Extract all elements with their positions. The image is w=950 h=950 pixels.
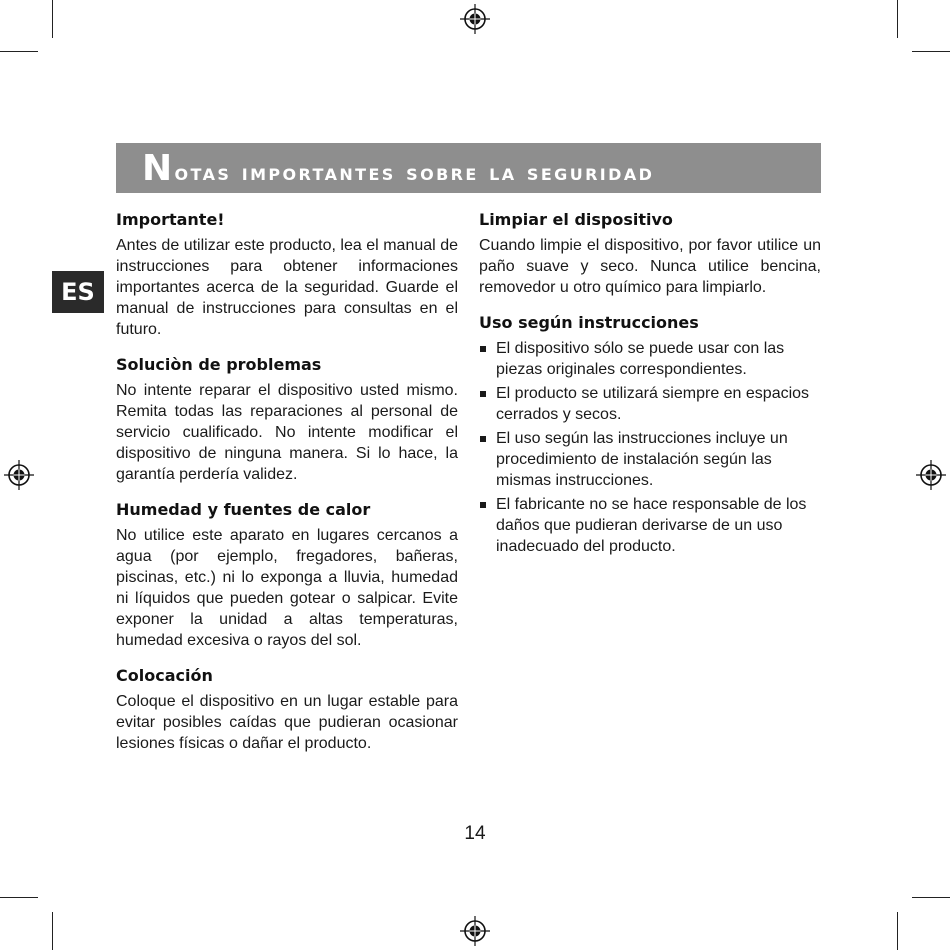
page-title-initial: N <box>142 147 175 189</box>
crop-mark <box>0 51 38 52</box>
crop-mark <box>52 0 53 38</box>
section-humedad-calor <box>116 499 458 651</box>
section-body: Coloque el dispositivo en un lugar estable para evitar posibles caídas que pudieran ocasionar lesiones físicas o dañar el producto. <box>116 693 458 752</box>
list-item-text: El fabricante no se hace responsable de los daños que pudieran derivarse de un uso inadecuado del producto. <box>496 496 807 555</box>
list-item-text: El dispositivo sólo se puede usar con las piezas originales correspondientes. <box>496 340 785 378</box>
section-limpiar <box>479 209 821 298</box>
square-bullet-icon <box>480 502 486 508</box>
section-heading: Uso según instrucciones <box>479 313 699 332</box>
list-item <box>479 428 821 491</box>
registration-mark-icon <box>460 4 490 34</box>
section-colocacion <box>116 665 458 754</box>
page-number: 14 <box>464 823 486 844</box>
section-solucion-problemas <box>116 354 458 485</box>
right-column <box>479 209 821 571</box>
list-item <box>479 494 821 557</box>
registration-mark-icon <box>4 460 34 490</box>
section-body: Cuando limpie el dispositivo, por favor utilice un paño suave y seco. Nunca utilice bencina, removedor u otro químico para limpiarlo. <box>479 237 821 296</box>
section-body: Antes de utilizar este producto, lea el manual de instrucciones para obtener informaciones importantes acerca de la seguridad. Guarde el manual de instrucciones para consultas en el futuro. <box>116 237 458 338</box>
section-heading: Colocación <box>116 666 213 685</box>
crop-mark <box>0 897 38 898</box>
section-header-bar <box>116 143 821 193</box>
section-importante <box>116 209 458 340</box>
crop-mark <box>52 912 53 950</box>
section-body: No utilice este aparato en lugares cercanos a agua (por ejemplo, fregadores, bañeras, piscinas, etc.) ni lo exponga a lluvia, humedad ni líquidos que pueden gotear o salpicar. Evite exponer la unidad a altas temperaturas, humedad excesiva o rayos del sol. <box>116 527 458 649</box>
crop-mark <box>897 912 898 950</box>
crop-mark <box>912 897 950 898</box>
list-item <box>479 383 821 425</box>
crop-mark <box>897 0 898 38</box>
bullet-list <box>479 338 821 557</box>
page-title-rest: otas importantes sobre la seguridad <box>174 159 655 186</box>
list-item-text: El producto se utilizará siempre en espacios cerrados y secos. <box>496 385 810 423</box>
list-item <box>479 338 821 380</box>
section-body: No intente reparar el dispositivo usted mismo. Remita todas las reparaciones al personal de servicio cualificado. No intente modificar el dispositivo de ninguna manera. Si lo hace, la garantía perdería validez. <box>116 382 458 483</box>
language-tab: ES <box>52 271 104 313</box>
section-heading: Limpiar el dispositivo <box>479 210 673 229</box>
square-bullet-icon <box>480 391 486 397</box>
registration-mark-icon <box>460 916 490 946</box>
section-heading: Soluciòn de problemas <box>116 355 322 374</box>
section-uso-instrucciones <box>479 312 821 557</box>
list-item-text: El uso según las instrucciones incluye un procedimiento de instalación según las mismas instrucciones. <box>496 430 788 489</box>
section-heading: Importante! <box>116 210 225 229</box>
registration-mark-icon <box>916 460 946 490</box>
left-column <box>116 209 458 768</box>
section-heading: Humedad y fuentes de calor <box>116 500 371 519</box>
square-bullet-icon <box>480 436 486 442</box>
square-bullet-icon <box>480 346 486 352</box>
crop-mark <box>912 51 950 52</box>
page-title <box>116 148 654 189</box>
